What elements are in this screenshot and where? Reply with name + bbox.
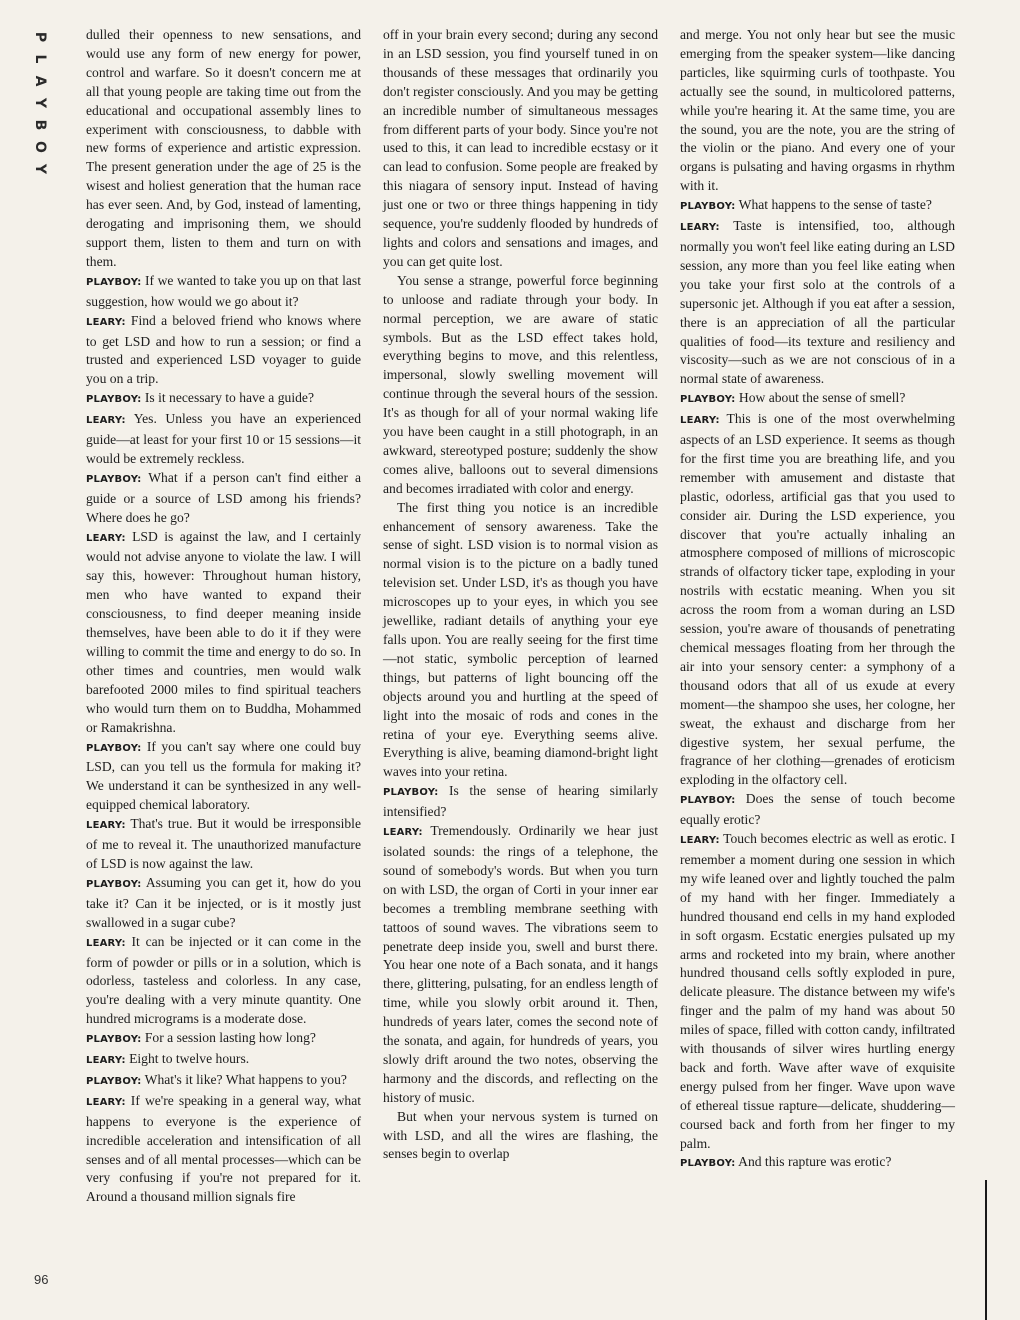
masthead bbox=[28, 26, 52, 180]
paragraph-text: Taste is intensified, too, although normally you won't feel like eating during an LSD session, any more than you feel like eating when you take your first solo at the controls of a supersonic jet. Although if you eat after a session, there is an appreciation of all the particular qualities of food—its texture and resiliency and viscosity—such as we are not conscious of in a normal state of awareness. bbox=[680, 218, 955, 387]
interview-paragraph bbox=[86, 1071, 361, 1092]
masthead-letter: O bbox=[32, 141, 48, 153]
interview-paragraph bbox=[86, 469, 361, 528]
speaker-label: LEARY: bbox=[383, 827, 423, 839]
speaker-label: PLAYBOY: bbox=[680, 201, 736, 213]
paragraph-text: Is it necessary to have a guide? bbox=[144, 390, 314, 406]
speaker-label: PLAYBOY: bbox=[86, 473, 142, 485]
interview-paragraph bbox=[680, 217, 955, 389]
paragraph-text: How about the sense of smell? bbox=[738, 390, 906, 406]
speaker-label: LEARY: bbox=[86, 532, 126, 544]
paragraph-text: The first thing you notice is an incredible enhancement of sensory awareness. Take the sense of sight. LSD vision is to normal vision as normal vision is to the picture on a badly tuned television set. Under LSD, it's as though you have microscopes up to your eyes, in which you see jewellike, radiant details of anything your eye falls upon. You are really seeing for the first time—not static, symbolic perception of learned things, but patterns of light bouncing off the objects around you and hurtling at the speed of light into the mosaic of rods and cones in the retina of your eye. Everything seems alive. Everything is alive, beaming diamond-bright light waves into your retina. bbox=[383, 499, 658, 780]
speaker-label: PLAYBOY: bbox=[86, 1075, 142, 1087]
masthead-letter: Y bbox=[32, 97, 48, 109]
paragraph-text: and merge. You not only hear but see the music emerging from the speaker system—like dancing particles, like squirming curls of toothpaste. You actually see the sound, in multicolored patterns, while you're hearing it. At the same time, you are the sound, you are the note, you are the string of the violin or the piano. And every one of your organs is pulsating and having orgasms in rhythm with it. bbox=[680, 27, 955, 194]
speaker-label: LEARY: bbox=[86, 316, 126, 328]
paragraph-text: Eight to twelve hours. bbox=[129, 1051, 250, 1067]
page-edge-mark bbox=[985, 1180, 987, 1320]
paragraph-text: Assuming you can get it, how do you take it? Can it be injected, or is it mostly just swallowed in a sugar cube? bbox=[86, 874, 361, 930]
interview-paragraph bbox=[383, 782, 658, 822]
speaker-label: PLAYBOY: bbox=[86, 878, 142, 890]
interview-paragraph bbox=[86, 410, 361, 469]
paragraph-text: If we're speaking in a general way, what happens to everyone is the experience of incredible acceleration and intensification of all senses and of all mental processes—which can be very confusing if you're not prepared for it. Around a thousand million signals fire bbox=[86, 1092, 362, 1205]
speaker-label: PLAYBOY: bbox=[680, 795, 736, 807]
masthead-letter: L bbox=[32, 54, 48, 64]
interview-paragraph bbox=[86, 272, 361, 312]
body-paragraph bbox=[383, 26, 658, 272]
paragraph-text: Find a beloved friend who knows where to get LSD and how to run a session; or find a trusted and experienced LSD voyager to guide you on a trip. bbox=[86, 312, 361, 387]
interview-paragraph bbox=[680, 1153, 955, 1174]
paragraph-text: Is the sense of hearing similarly intensified? bbox=[383, 783, 658, 820]
paragraph-text: What's it like? What happens to you? bbox=[144, 1071, 347, 1087]
interview-paragraph bbox=[680, 389, 955, 410]
speaker-label: LEARY: bbox=[86, 820, 126, 832]
interview-paragraph bbox=[86, 933, 361, 1030]
page-number: 96 bbox=[34, 1272, 49, 1287]
speaker-label: LEARY: bbox=[680, 835, 720, 847]
speaker-label: LEARY: bbox=[86, 1096, 126, 1108]
paragraph-text: Tremendously. Ordinarily we hear just isolated sounds: the rings of a telephone, the sound of somebody's words. But when you turn on with LSD, the organ of Corti in your inner ear becomes a trembling membrane seething with tattoos of sound waves. The vibrations seem to penetrate deep inside you, swell and burst there. You hear one note of a Bach sonata, and it hangs there, glittering, pulsating, for an endless length of time, while you slowly orbit around it. Then, hundreds of years later, comes the second note of the sonata, and again, for hundreds of years, you slowly drift around the two notes, observing the harmony and the discords, and reflecting on the history of music. bbox=[383, 823, 658, 1105]
interview-paragraph bbox=[680, 196, 955, 217]
speaker-label: PLAYBOY: bbox=[86, 394, 142, 406]
paragraph-text: Yes. Unless you have an experienced guide—at least for your first 10 or 15 sessions—it would be extremely reckless. bbox=[86, 411, 361, 466]
body-paragraph bbox=[383, 1108, 658, 1165]
interview-paragraph bbox=[86, 1092, 361, 1207]
paragraph-text: If we wanted to take you up on that last suggestion, how would we go about it? bbox=[86, 272, 361, 309]
paragraph-text: That's true. But it would be irresponsible of me to reveal it. The unauthorized manufacture of LSD is now against the law. bbox=[86, 816, 361, 871]
paragraph-text: dulled their openness to new sensations, and would use any form of new energy for power, control and warfare. So it doesn't concern me at all that young people are taking time out from the educational and occupational assembly lines to experiment with consciousness, to dabble with new forms of experience and artistic expression. The present generation under the age of 25 is the wisest and holiest generation that the human race has ever seen. And, by God, instead of lamenting, derogating and imprisoning them, we should support them, listen to them and turn on with them. bbox=[86, 27, 361, 269]
paragraph-text: And this rapture was erotic? bbox=[738, 1154, 892, 1170]
paragraph-text: It can be injected or it can come in the form of powder or pills or in a solution, which is odorless, tasteless and colorless. In any case, you're dealing with a very minute quantity. One hundred micrograms is a moderate dose. bbox=[86, 933, 361, 1027]
interview-paragraph bbox=[86, 815, 361, 874]
paragraph-text: LSD is against the law, and I certainly would not advise anyone to violate the law. I will say this, however: Throughout human history, men who have wanted to expand their consciousness, to find deeper meaning inside themselves, have been able to do it if they were willing to commit the time and energy to do so. In other times and countries, men would walk barefooted 2000 miles to find spiritual teachers who would turn them on to Buddha, Mohammed or Ramakrishna. bbox=[86, 528, 361, 735]
interview-paragraph bbox=[86, 874, 361, 933]
interview-paragraph bbox=[680, 790, 955, 830]
interview-paragraph bbox=[86, 389, 361, 410]
paragraph-text: But when your nervous system is turned on with LSD, and all the wires are flashing, the senses begin to overlap bbox=[383, 1108, 658, 1162]
paragraph-text: Touch becomes electric as well as erotic. I remember a moment during one session in which my wife leaned over and lightly touched the palm of my hand with her finger. Immediately a hundred thousand end cells in my hand exploded in soft orgasm. Ecstatic energies pulsated up my arms and rocketed into my brain, where another hundred thousand cells softly exploded in pure, delicate pleasure. The distance between my wife's finger and the palm of my hand was about 50 miles of space, filled with cotton candy, infiltrated with thousands of silver wires hurtling energy back and forth. Wave after wave of exquisite energy pulsed from her finger. Wave upon wave of ethereal tissue rapture—delicate, shuddering—coursed back and forth from her finger to my palm. bbox=[680, 831, 955, 1151]
interview-paragraph bbox=[86, 312, 361, 390]
body-paragraph bbox=[383, 272, 658, 499]
speaker-label: LEARY: bbox=[86, 1055, 126, 1067]
speaker-label: PLAYBOY: bbox=[680, 394, 736, 406]
paragraph-text: For a session lasting how long? bbox=[144, 1030, 316, 1046]
interview-paragraph bbox=[86, 528, 361, 738]
speaker-label: LEARY: bbox=[680, 222, 720, 234]
speaker-label: PLAYBOY: bbox=[383, 787, 439, 799]
paragraph-text: You sense a strange, powerful force beginning to unloose and radiate through your body. In normal perception, we are aware of static symbols. But as the LSD effect takes hold, everything begins to move, and this relentless, impersonal, slowly swelling movement will continue through the several hours of the session. It's as though for all of your normal waking life you have been caught in a still photograph, in an awkward, stereotyped posture; suddenly the show comes alive, balloons out to several dimensions and becomes irradiated with color and energy. bbox=[383, 272, 658, 496]
masthead-letter: B bbox=[32, 119, 48, 131]
paragraph-text: What happens to the sense of taste? bbox=[738, 197, 932, 213]
paragraph-text: What if a person can't find either a guide or a source of LSD among his friends? Where does he go? bbox=[86, 469, 361, 525]
text-column-3 bbox=[680, 26, 955, 1174]
speaker-label: PLAYBOY: bbox=[680, 1158, 736, 1170]
masthead-letter: A bbox=[32, 75, 48, 87]
text-column-2 bbox=[383, 26, 658, 1164]
interview-paragraph bbox=[86, 1029, 361, 1050]
body-paragraph bbox=[680, 26, 955, 196]
body-paragraph bbox=[383, 499, 658, 783]
speaker-label: LEARY: bbox=[680, 415, 720, 427]
masthead-letter: Y bbox=[32, 163, 48, 175]
paragraph-text: If you can't say where one could buy LSD, can you tell us the formula for making it? We understand it can be synthesized in any well-equipped chemical laboratory. bbox=[86, 738, 361, 813]
paragraph-text: This is one of the most overwhelming aspects of an LSD experience. It seems as though for the first time you are breathing life, and you remember with amusement and distaste that plastic, odorless, artificial gas that you used to consider air. During the LSD experience, you discover that you're actually inhaling an atmosphere composed of millions of microscopic strands of olfactory ticker tape, exploding in your nostrils with ecstatic meaning. When you sit across the room from a woman during an LSD session, you're aware of thousands of penetrating chemical messages floating from her through the air into your sensory center: a symphony of a thousand odors that all of us exude at every moment—the shampoo she uses, her cologne, her sweat, the exhaust and discharge from her digestive system, her sexual perfume, the fragrance of her clothing—grenades of eroticism exploding in the olfactory cell. bbox=[680, 411, 955, 788]
interview-paragraph bbox=[680, 830, 955, 1153]
paragraph-text: off in your brain every second; during any second in an LSD session, you find yourself tuned in on thousands of these messages that ordinarily you don't register consciously. And you may be getting an incredible number of simultaneous messages from different parts of your body. Since you're not used to this, it can lead to incredible ecstasy or it can lead to confusion. Some people are freaked by this niagara of sensory input. Instead of having just one or two or three things happening in tidy sequence, you're suddenly flooded by hundreds of lights and colors and sensations and images, and you can get quite lost. bbox=[383, 27, 658, 269]
speaker-label: LEARY: bbox=[86, 937, 126, 949]
speaker-label: PLAYBOY: bbox=[86, 276, 142, 288]
masthead-letter: P bbox=[32, 31, 48, 43]
interview-paragraph bbox=[680, 410, 955, 790]
speaker-label: LEARY: bbox=[86, 415, 126, 427]
text-column-1 bbox=[86, 26, 361, 1207]
body-paragraph bbox=[86, 26, 361, 272]
paragraph-text: Does the sense of touch become equally erotic? bbox=[680, 791, 955, 828]
interview-paragraph bbox=[86, 1050, 361, 1071]
speaker-label: PLAYBOY: bbox=[86, 742, 142, 754]
interview-paragraph bbox=[86, 738, 361, 816]
interview-paragraph bbox=[383, 822, 658, 1108]
speaker-label: PLAYBOY: bbox=[86, 1034, 142, 1046]
